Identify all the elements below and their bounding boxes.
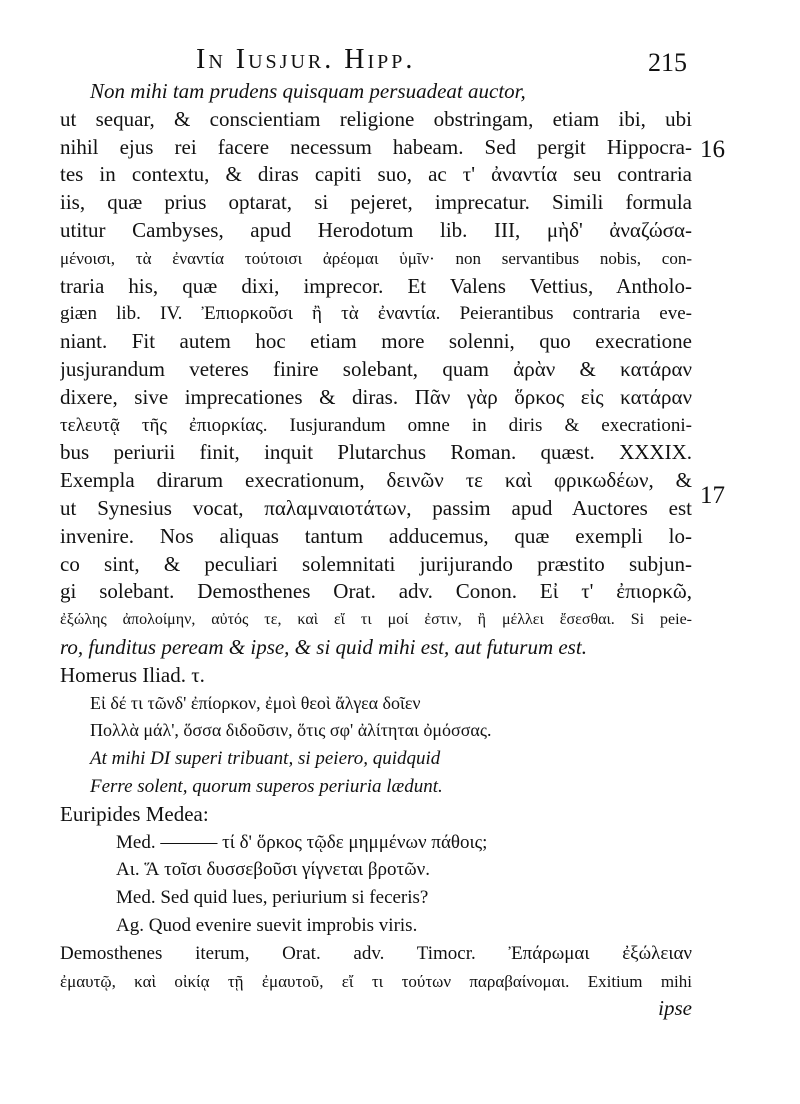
text-line: iis, quæ prius optarat, si pejeret, imprecatur. Simili formula [60,190,692,215]
text-line: ut sequar, & conscientiam religione obstringam, etiam ibi, ubi [60,106,692,131]
text-line: niant. Fit autem hoc etiam more solenni, quo execratione [60,329,692,354]
body-text [60,78,692,1023]
text-line: jusjurandum veteres finire solebant, quam ἀρὰν & κατάραν [60,356,692,381]
text-line: ἐξώλης ἀπολοίμην, αὐτός τε, καὶ εἴ τι μοί ἐστιν, ἢ μέλλει ἔσεσθαι. Si peie- [60,611,692,629]
running-head: In Iusjur. Hipp. [196,44,416,75]
text-line: invenire. Nos aliquas tantum adducemus, quæ exempli lo- [60,523,692,548]
text-line: giæn lib. IV. Ἐπιορκοῦσι ἢ τὰ ἐναντία. Peierantibus contraria eve- [60,303,692,325]
page-number: 215 [648,48,687,77]
catchword: ipse [658,996,692,1021]
text-line: Demosthenes iterum, Orat. adv. Timocr. Ἐπάρωμαι ἐξώλειαν [60,942,692,964]
text-line: τελευτᾷ τῆς ἐπιορκίας. Iusjurandum omne in diris & execrationi- [60,414,692,436]
margin-note-17: 17 [700,482,725,509]
text-line: Euripides Medea: [60,801,209,826]
dialogue-line: Ag. Quod evenire suevit improbis viris. [116,914,418,936]
text-line: traria his, quæ dixi, imprecor. Et Valens Vettius, Antholo- [60,273,692,298]
text-line: tes in contextu, & diras capiti suo, ac τ' ἀναντία seu contraria [60,162,692,187]
verse-line: Ferre solent, quorum superos periuria lædunt. [90,775,443,797]
verse-line: Πολλὰ μάλ', ὅσσα διδοῦσιν, ὅτις σφ' ἀλίτηται ὀμόσσας. [90,720,492,741]
text-line: bus periurii finit, inquit Plutarchus Roman. quæst. XXXIX. [60,440,692,465]
verse-line: At mihi DI superi tribuant, si peiero, quidquid [90,748,441,770]
text-line: ἐμαυτῷ, καὶ οἰκίᾳ τῇ ἐμαυτοῦ, εἴ τι τούτων παραβαίνομαι. Exitium mihi [60,971,692,991]
text-line: Exempla dirarum execrationum, δεινῶν τε καὶ φρικωδέων, & [60,468,692,493]
text-line: nihil ejus rei facere necessum habeam. Sed pergit Hippocra- [60,134,692,159]
text-line: Non mihi tam prudens quisquam persuadeat auctor, [90,79,526,103]
text-line: dixere, sive imprecationes & diras. Πᾶν γὰρ ὅρκος εἰς κατάραν [60,384,692,409]
text-line: ro, funditus peream & ipse, & si quid mihi est, aut futurum est. [60,634,587,659]
text-line: Homerus Iliad. τ. [60,662,205,687]
dialogue-line: Med. Sed quid lues, periurium si feceris? [116,887,429,909]
text-line: μένοισι, τὰ ἐναντία τούτοισι ἀρέομαι ὑμῖν· non servantibus nobis, con- [60,248,692,268]
text-line: ut Synesius vocat, παλαμναιοτάτων, passim apud Auctores est [60,495,692,520]
dialogue-line: Med. ——— τί δ' ὅρκος τῷδε μημμένων πάθοις; [116,831,488,853]
text-line: gi solebant. Demosthenes Orat. adv. Conon. Εἰ τ' ἐπιορκῶ, [60,579,692,604]
margin-note-16: 16 [700,136,725,163]
text-line: co sint, & peculiari solemnitati jurijurando præstito subjun- [60,551,692,576]
dialogue-line: Αι. Ἅ τοῖσι δυσσεβοῦσι γίγνεται βροτῶν. [116,859,431,881]
text-line: utitur Cambyses, apud Herodotum lib. III, μὴδ' ἀναζώσα- [60,217,692,242]
verse-line: Εἰ δέ τι τῶνδ' ἐπίορκον, ἐμοὶ θεοὶ ἄλγεα δοῖεν [90,692,421,713]
